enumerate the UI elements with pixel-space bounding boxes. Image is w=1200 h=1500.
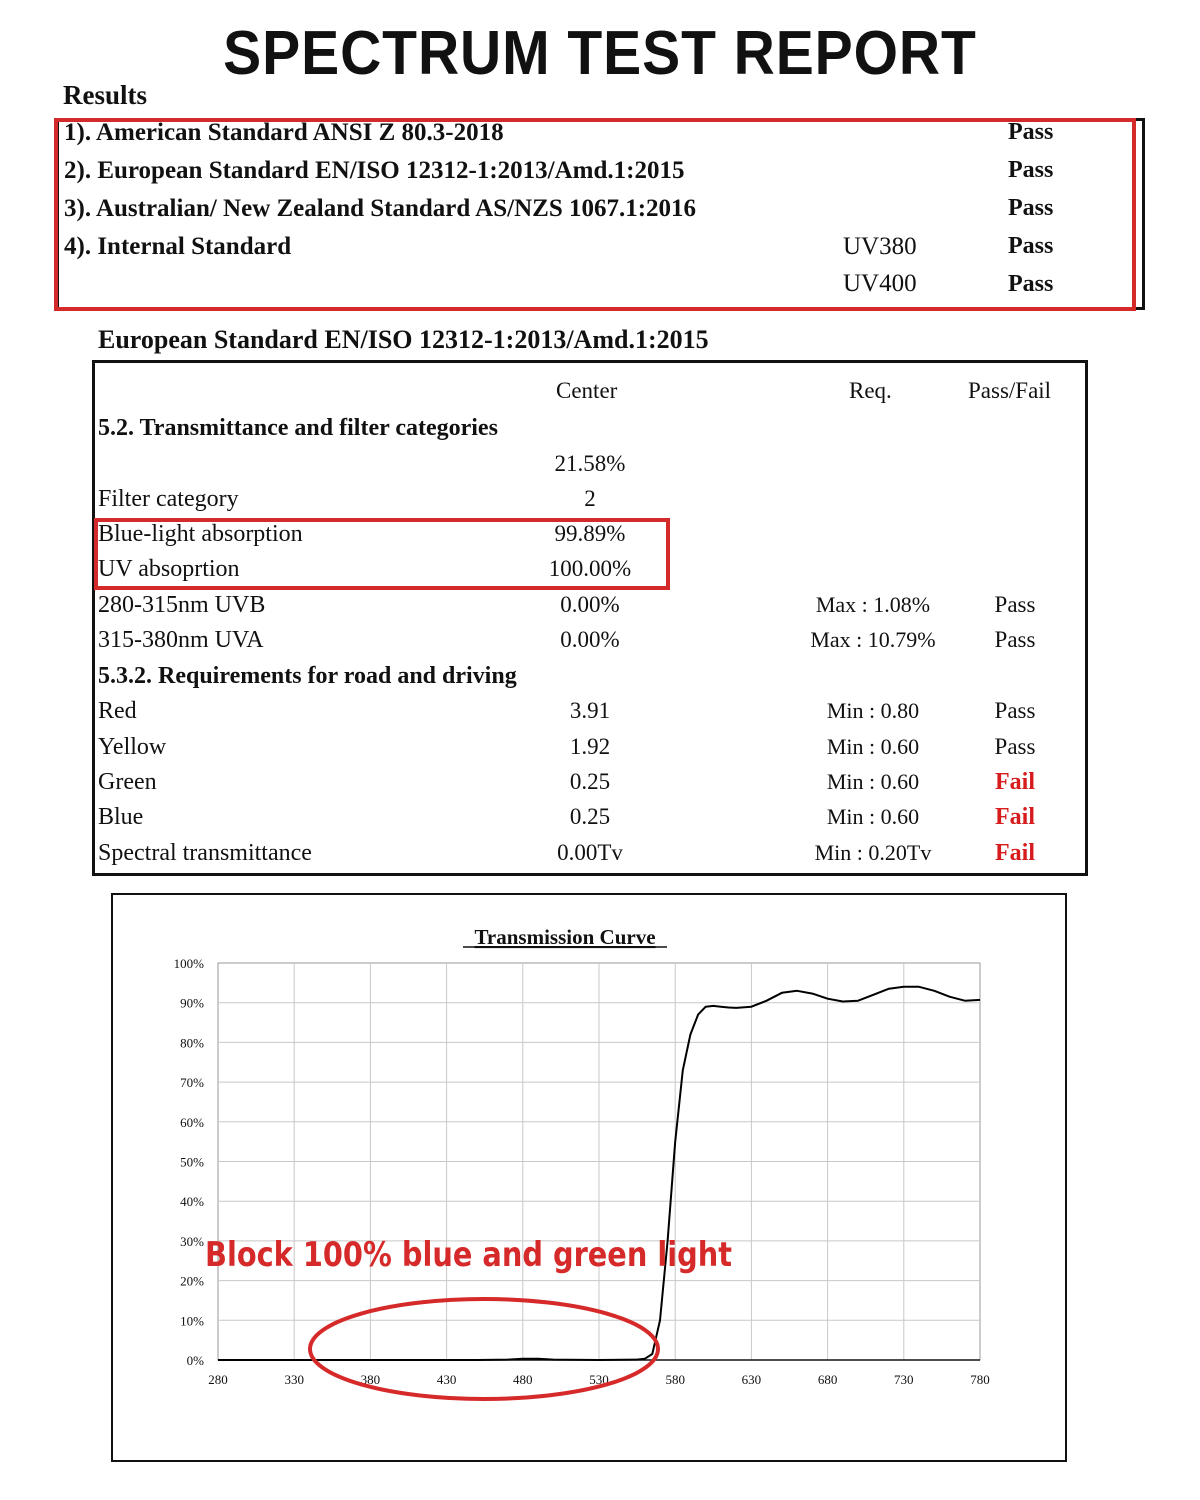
row-pass-fail: Pass: [994, 734, 1036, 759]
row-center-value: 1.92: [569, 734, 611, 759]
result-status-3: Pass: [1008, 195, 1054, 221]
y-tick-label: 40%: [180, 1194, 204, 1210]
row-center-value: 0.25: [569, 804, 611, 829]
row-requirement: Min : 0.60: [826, 734, 920, 759]
row-center-value: 21.58%: [554, 451, 626, 476]
row-label: Green: [98, 769, 157, 795]
row-requirement: Max : 10.79%: [810, 627, 936, 652]
x-tick-label: 530: [589, 1372, 609, 1387]
row-pass-fail: Fail: [995, 840, 1035, 866]
y-tick-label: 90%: [180, 995, 204, 1011]
row-label: Blue: [98, 804, 144, 830]
row-pass-fail: Pass: [994, 592, 1036, 617]
row-requirement: Min : 0.60: [826, 769, 920, 794]
chart-title: Transmission Curve: [474, 925, 656, 949]
row-pass-fail: Fail: [995, 804, 1035, 830]
row-center-value: 99.89%: [554, 521, 626, 546]
row-center-value: 100.00%: [548, 556, 632, 581]
row-center-value: 3.91: [569, 698, 611, 723]
row-label: Blue-light absorption: [98, 521, 303, 547]
row-pass-fail: Fail: [995, 769, 1035, 795]
y-tick-label: 100%: [173, 956, 204, 971]
row-label: Red: [98, 698, 137, 724]
row-center-value: 2: [584, 486, 596, 511]
x-tick-label: 280: [208, 1372, 228, 1387]
row-center-value: 0.00%: [560, 627, 620, 652]
header-pass-fail: Pass/Fail: [968, 378, 1052, 403]
results-label: Results: [63, 80, 148, 110]
x-tick-label: 630: [741, 1372, 762, 1387]
result-status-4: Pass: [1008, 233, 1054, 259]
row-label: Spectral transmittance: [98, 840, 312, 866]
result-standard-2: 2). European Standard EN/ISO 12312-1:2013/Amd.1:2015: [64, 157, 685, 184]
header-req: Req.: [849, 378, 892, 403]
row-label: UV absoprtion: [98, 556, 240, 582]
row-label: 5.2. Transmittance and filter categories: [98, 415, 498, 441]
result-status-2: Pass: [1008, 157, 1054, 183]
x-tick-label: 780: [970, 1372, 990, 1387]
x-tick-label: 730: [894, 1372, 914, 1387]
row-label: Filter category: [98, 486, 239, 512]
x-tick-label: 580: [665, 1372, 685, 1387]
european-section-title: European Standard EN/ISO 12312-1:2013/Amd.1:2015: [98, 325, 709, 354]
result-status-5: Pass: [1008, 271, 1054, 297]
y-tick-label: 20%: [180, 1273, 204, 1289]
result-standard-3: 3). Australian/ New Zealand Standard AS/NZS 1067.1:2016: [64, 195, 697, 222]
y-tick-label: 30%: [180, 1233, 204, 1249]
y-tick-label: 50%: [180, 1154, 204, 1170]
result-extra-5: UV400: [843, 270, 917, 297]
row-label: Yellow: [98, 734, 167, 760]
x-tick-label: 430: [436, 1372, 457, 1387]
y-tick-label: 70%: [180, 1075, 204, 1091]
result-extra-4: UV380: [843, 233, 917, 260]
row-label: 5.3.2. Requirements for road and driving: [98, 663, 517, 689]
result-standard-1: 1). American Standard ANSI Z 80.3-2018: [64, 119, 504, 146]
y-tick-label: 0%: [186, 1353, 204, 1368]
row-requirement: Min : 0.80: [826, 698, 920, 723]
x-tick-label: 330: [284, 1372, 304, 1387]
annotation-ellipse: [310, 1299, 658, 1399]
row-pass-fail: Pass: [994, 698, 1036, 723]
annotation-text: Block 100% blue and green light: [205, 1235, 732, 1275]
y-tick-label: 60%: [180, 1114, 204, 1130]
row-pass-fail: Pass: [994, 627, 1036, 652]
row-center-value: 0.00%: [560, 592, 620, 617]
row-center-value: 0.00Tv: [557, 840, 623, 865]
x-tick-label: 380: [360, 1372, 381, 1387]
result-status-1: Pass: [1008, 119, 1054, 145]
x-tick-label: 480: [513, 1372, 533, 1387]
y-tick-label: 10%: [180, 1313, 204, 1329]
x-tick-label: 680: [817, 1372, 838, 1387]
header-center: Center: [556, 378, 618, 403]
row-label: 280-315nm UVB: [98, 592, 266, 618]
row-requirement: Min : 0.60: [826, 804, 920, 829]
y-tick-label: 80%: [180, 1035, 204, 1051]
report-title: SPECTRUM TEST REPORT: [223, 19, 977, 88]
row-label: 315-380nm UVA: [98, 627, 264, 653]
result-standard-4: 4). Internal Standard: [64, 233, 292, 260]
row-requirement: Max : 1.08%: [815, 592, 931, 617]
row-requirement: Min : 0.20Tv: [814, 840, 932, 865]
row-center-value: 0.25: [569, 769, 611, 794]
